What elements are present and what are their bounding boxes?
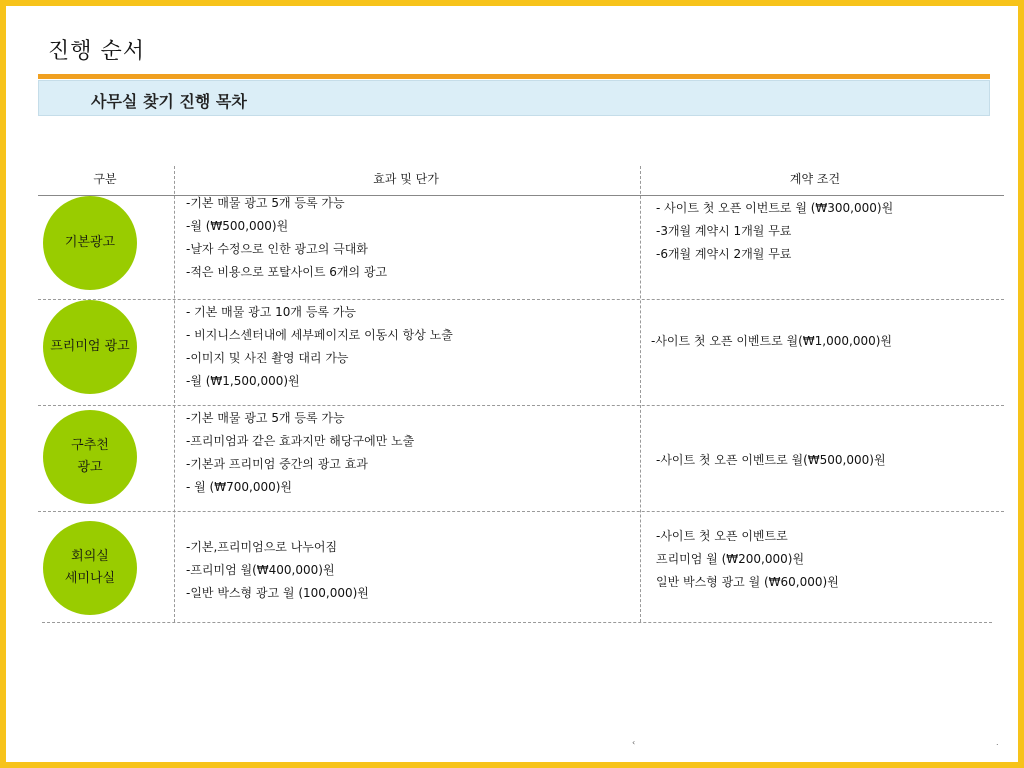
conditions-cell <box>656 197 893 266</box>
condition-line: -사이트 첫 오픈 이벤트로 월(₩1,000,000)원 <box>651 334 892 348</box>
conditions-cell <box>656 525 839 594</box>
category-label: 세미나실 <box>64 571 116 586</box>
row-divider <box>38 299 1004 300</box>
category-label: 회의실 <box>71 549 109 564</box>
column-divider <box>640 166 641 622</box>
effect-line: - 월 (₩700,000)원 <box>186 480 292 494</box>
condition-line: 프리미엄 월 (₩200,000)원 <box>656 552 805 566</box>
row-divider <box>38 511 1004 512</box>
row-divider <box>38 405 1004 406</box>
column-divider <box>174 166 175 622</box>
effects-cell <box>186 301 453 393</box>
effect-line: - 비지니스센터내에 세부페이지로 이동시 항상 노출 <box>186 328 453 342</box>
category-badge-meeting-room <box>43 521 137 615</box>
footer-mark: . <box>996 738 999 747</box>
effect-line: -날자 수정으로 인한 광고의 극대화 <box>186 242 368 256</box>
effect-line: -월 (₩500,000)원 <box>186 219 289 233</box>
category-badge-basic <box>43 196 137 290</box>
condition-line: - 사이트 첫 오픈 이번트로 월 (₩300,000)원 <box>656 201 894 215</box>
conditions-cell <box>651 330 892 353</box>
header-rule <box>38 195 1004 196</box>
effect-line: -기본,프리미엄으로 나누어짐 <box>186 540 338 554</box>
effect-line: -월 (₩1,500,000)원 <box>186 374 300 388</box>
effect-line: -이미지 및 사진 촬영 대리 가능 <box>186 351 349 365</box>
condition-line: -사이트 첫 오픈 이벤트로 월(₩500,000)원 <box>656 453 886 467</box>
category-badge-district <box>43 410 137 504</box>
condition-line: 일반 박스형 광고 월 (₩60,000)원 <box>656 575 839 589</box>
footer-mark: ‹ <box>632 738 636 747</box>
effects-cell <box>186 536 369 605</box>
category-badge-premium <box>43 300 137 394</box>
effect-line: -기본 매물 광고 5개 등록 가능 <box>186 196 345 210</box>
title-underline <box>38 74 990 79</box>
effect-line: -프리미엄 월(₩400,000)원 <box>186 563 335 577</box>
conditions-cell <box>656 449 886 472</box>
condition-line: -3개월 계약시 1개월 무료 <box>656 224 792 238</box>
header-category: 구분 <box>93 172 117 186</box>
header-effects: 효과 및 단가 <box>373 172 439 186</box>
subtitle-bar <box>38 80 990 116</box>
header-conditions: 계약 조건 <box>789 172 841 186</box>
effect-line: - 기본 매물 광고 10개 등록 가능 <box>186 305 356 319</box>
effects-cell <box>186 192 387 284</box>
condition-line: -6개월 계약시 2개월 무료 <box>656 247 792 261</box>
effect-line: -기본 매물 광고 5개 등록 가능 <box>186 411 345 425</box>
category-label: 프리미엄 광고 <box>50 339 130 354</box>
category-label: 기본광고 <box>64 235 116 250</box>
table-bottom-rule <box>42 622 992 623</box>
effects-cell <box>186 407 414 499</box>
page-title: 진행 순서 <box>48 39 146 64</box>
effect-line: -일반 박스형 광고 월 (100,000)원 <box>186 586 369 600</box>
category-label: 구추천 <box>71 438 109 453</box>
effect-line: -프리미엄과 같은 효과지만 해당구에만 노출 <box>186 434 415 448</box>
category-label: 광고 <box>77 460 103 475</box>
effect-line: -적은 비용으로 포탈사이트 6개의 광고 <box>186 265 388 279</box>
condition-line: -사이트 첫 오픈 이벤트로 <box>656 529 788 543</box>
effect-line: -기본과 프리미엄 중간의 광고 효과 <box>186 457 368 471</box>
subtitle: 사무실 찾기 진행 목차 <box>91 92 247 111</box>
